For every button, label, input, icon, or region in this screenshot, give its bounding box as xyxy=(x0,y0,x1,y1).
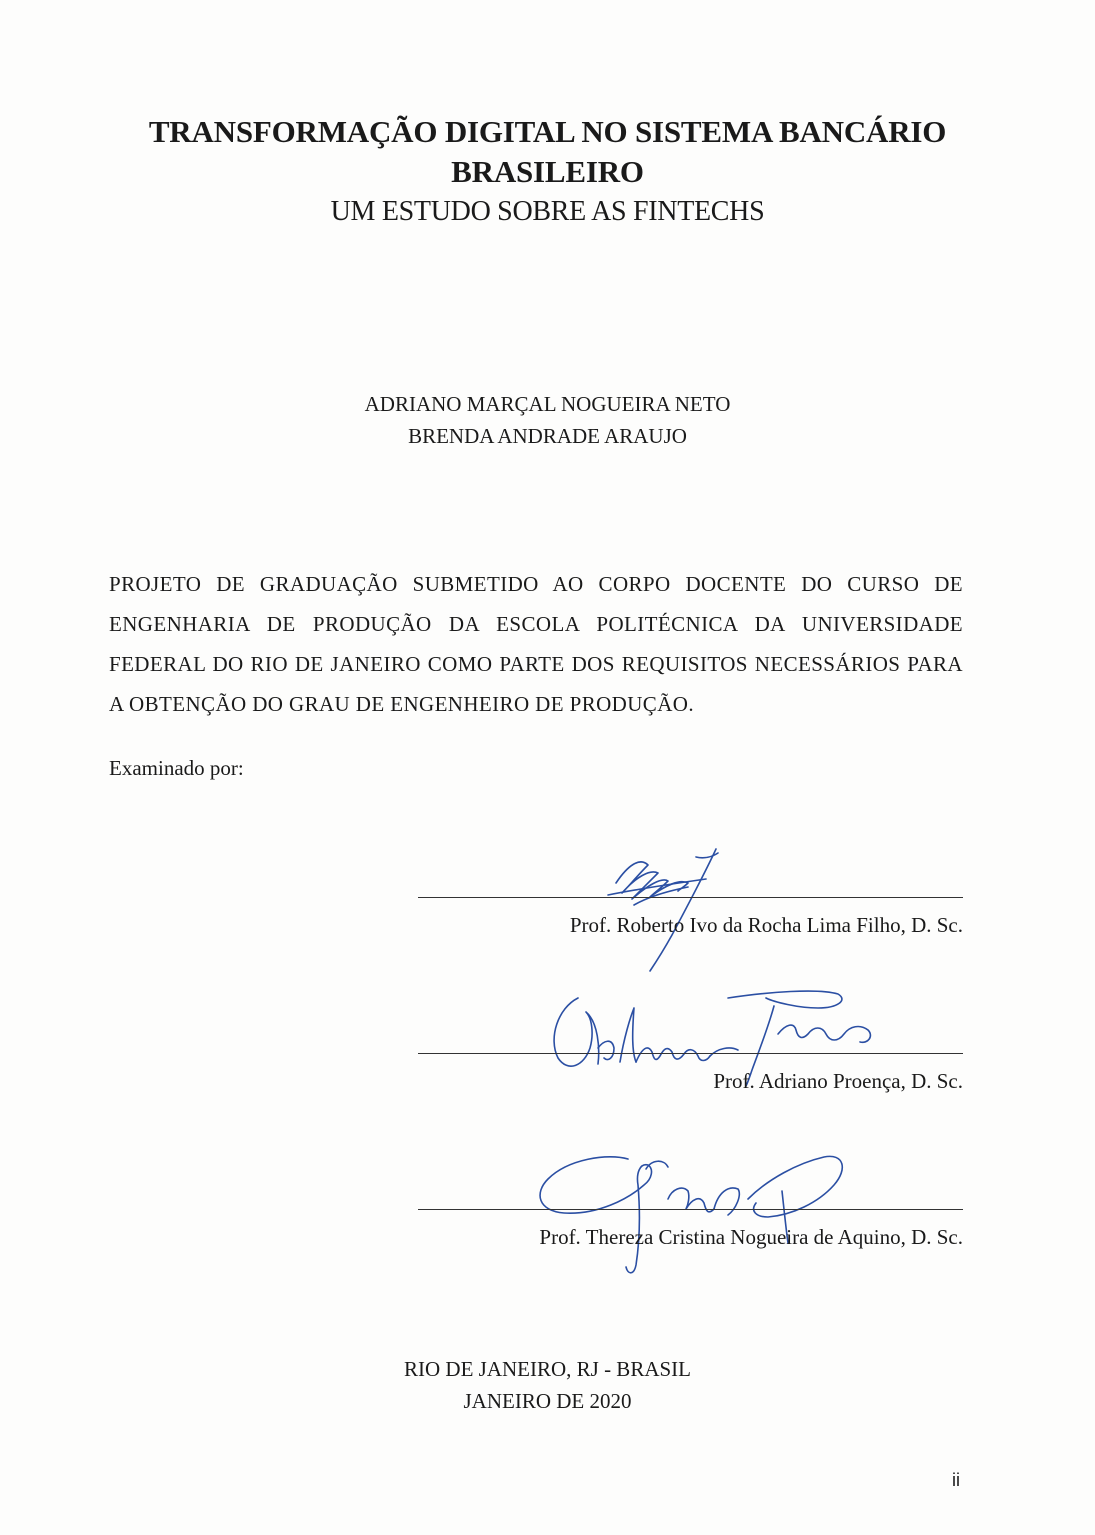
title-block xyxy=(0,112,1095,232)
handwritten-signature-3 xyxy=(528,1129,848,1274)
handwritten-signature-1 xyxy=(588,835,758,975)
title-line-2: BRASILEIRO xyxy=(451,154,644,189)
signature-line xyxy=(418,1053,963,1054)
title-line-1: TRANSFORMAÇÃO DIGITAL NO SISTEMA BANCÁRIO xyxy=(148,114,947,149)
place-and-date xyxy=(0,1353,1095,1417)
submission-statement: PROJETO DE GRADUAÇÃO SUBMETIDO AO CORPO DOCENTE DO CURSO DE ENGENHARIA DE PRODUÇÃO DA ESCOLA POLITÉCNICA DA UNIVERSIDADE FEDERAL DO RIO DE JANEIRO COMO PARTE DOS REQUISITOS NECESSÁRIOS PARA A OBTENÇÃO DO GRAU DE ENGENHEIRO DE PRODUÇÃO. xyxy=(109,572,963,716)
examiner-name: Prof. Thereza Cristina Nogueira de Aquino, D. Sc. xyxy=(539,1225,963,1249)
place-label: RIO DE JANEIRO, RJ - BRASIL xyxy=(403,1357,691,1381)
author-name: BRENDA ANDRADE ARAUJO xyxy=(408,424,687,448)
signature-line xyxy=(418,1209,963,1210)
author-name: ADRIANO MARÇAL NOGUEIRA NETO xyxy=(364,392,731,416)
examiner-name: Prof. Adriano Proença, D. Sc. xyxy=(713,1069,963,1093)
examined-by-label: Examinado por: xyxy=(109,756,244,780)
examiner-name: Prof. Roberto Ivo da Rocha Lima Filho, D. Sc. xyxy=(569,913,963,937)
signature-line xyxy=(418,897,963,898)
authors xyxy=(0,388,1095,452)
page-number: ii xyxy=(952,1470,960,1490)
date-label: JANEIRO DE 2020 xyxy=(463,1389,632,1413)
subtitle: UM ESTUDO SOBRE AS FINTECHS xyxy=(330,196,765,227)
